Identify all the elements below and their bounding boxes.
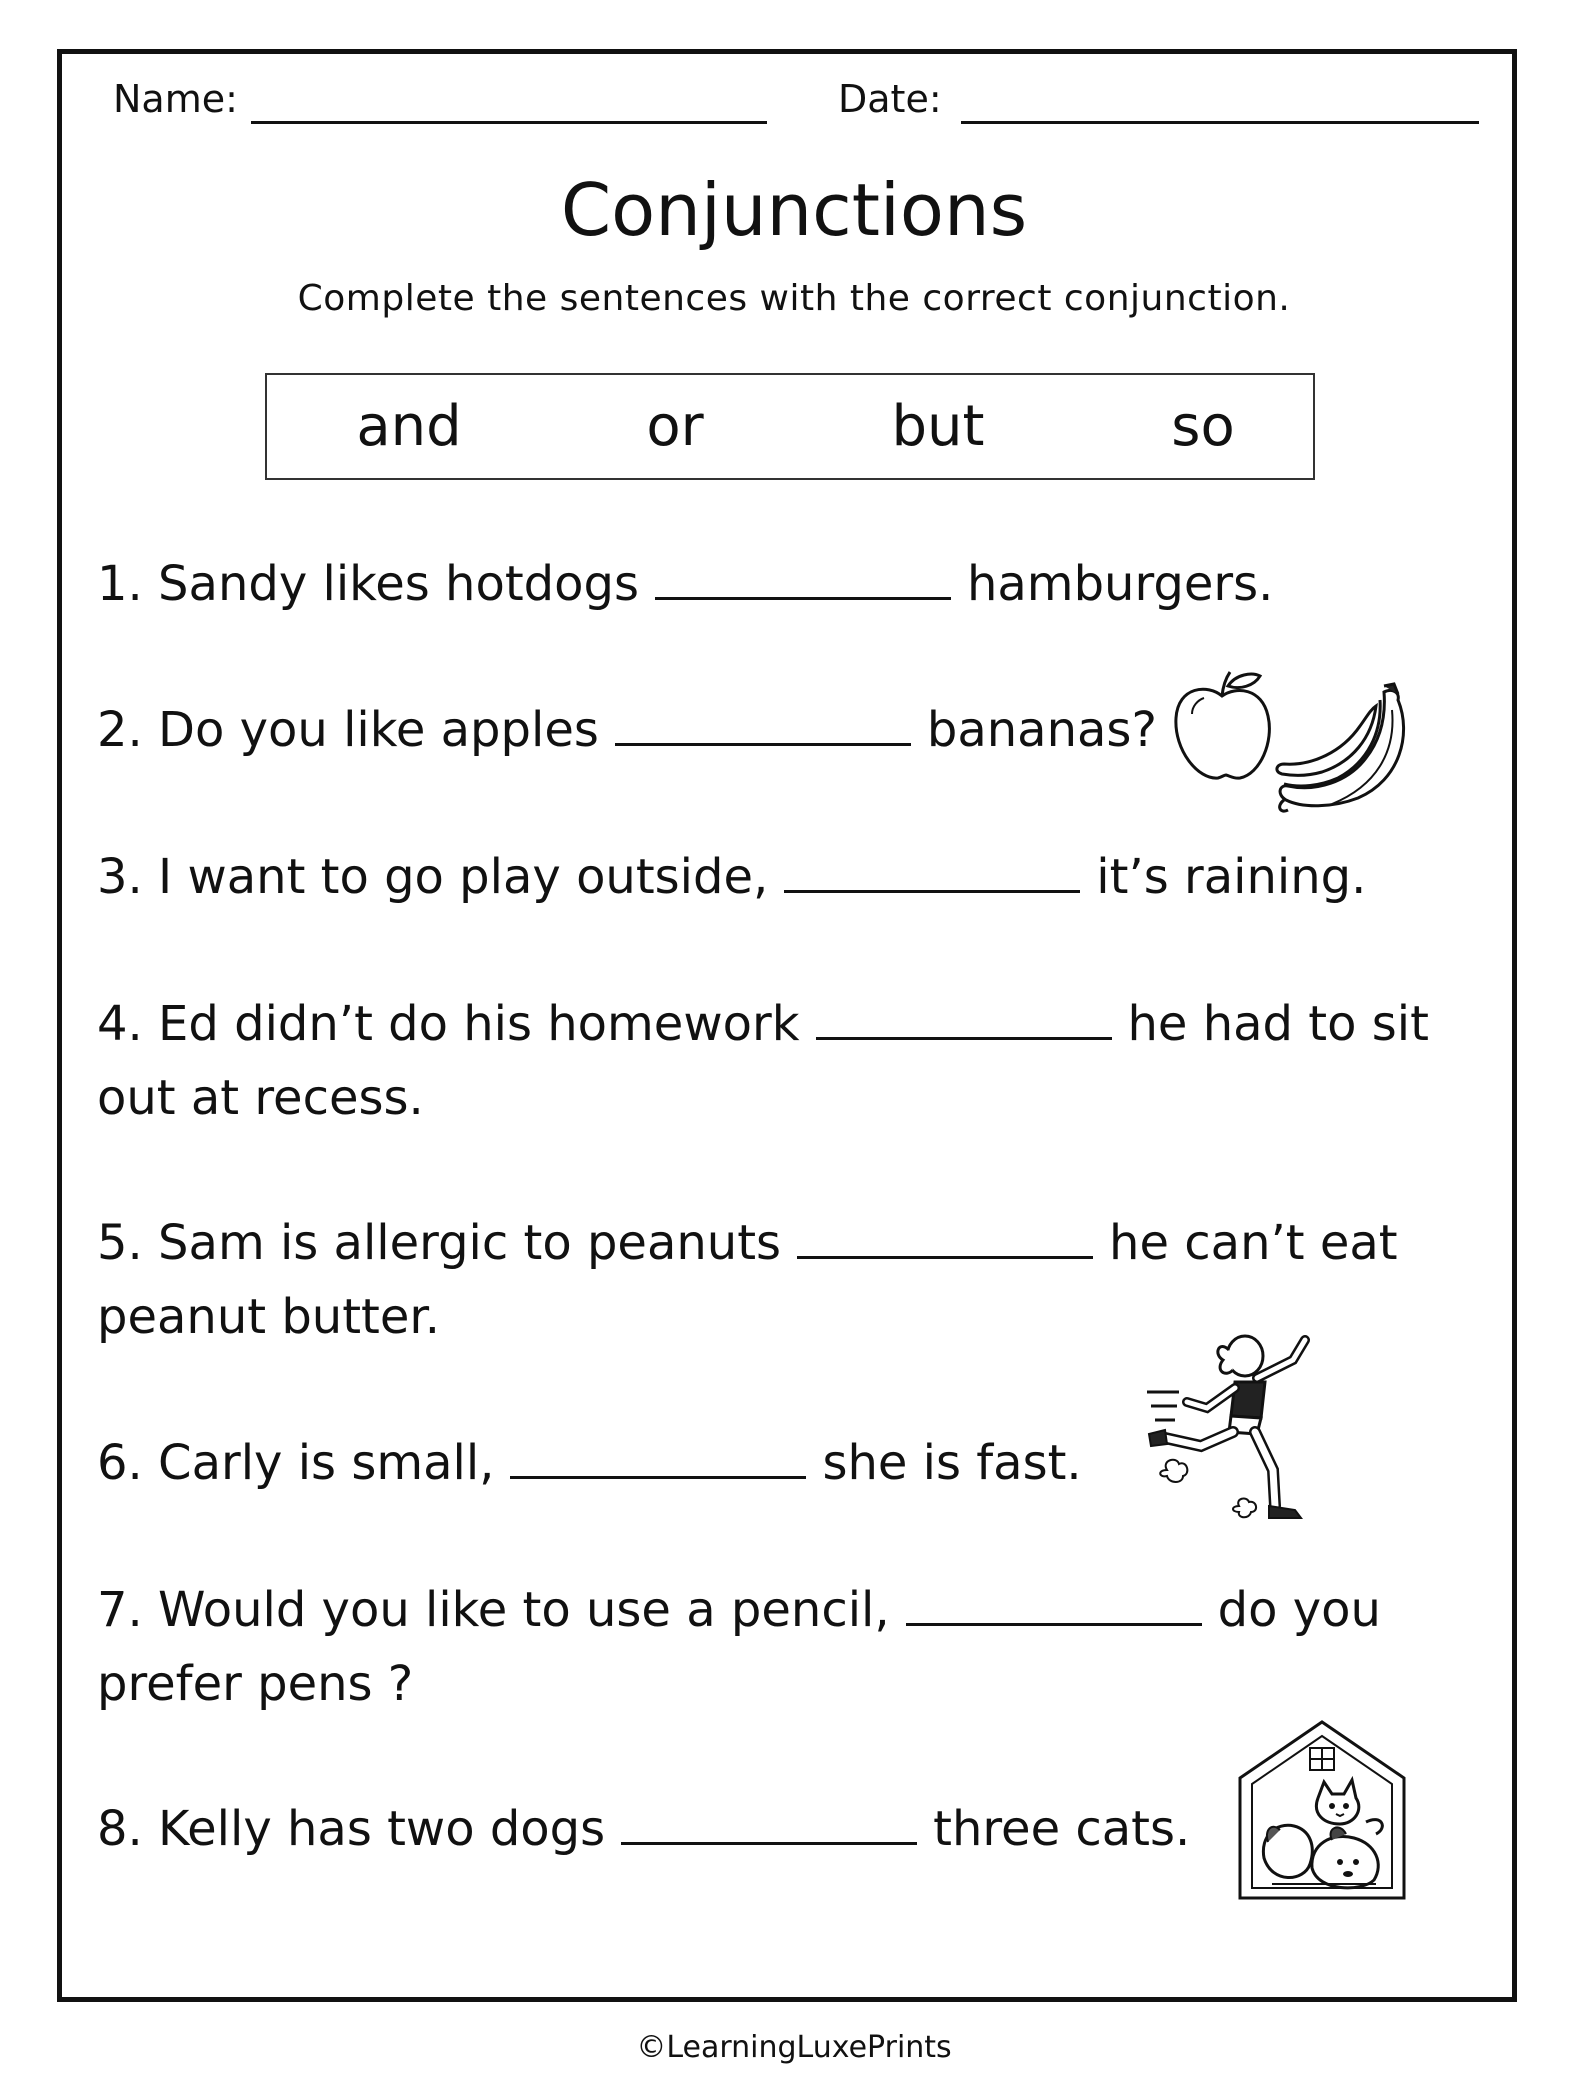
answer-blank (615, 743, 911, 746)
question-8 (97, 1792, 1190, 1866)
question-1 (97, 547, 1273, 621)
answer-blank (816, 1037, 1112, 1040)
question-text: peanut butter. (97, 1289, 440, 1345)
question-text: prefer pens ? (97, 1656, 414, 1712)
word-bank (265, 373, 1315, 480)
question-3 (97, 840, 1366, 914)
question-text: hamburgers. (966, 556, 1274, 612)
answer-blank (510, 1476, 806, 1479)
question-text: 5. Sam is allergic to peanuts (97, 1215, 782, 1271)
name-blank-line (251, 121, 767, 124)
question-text: 7. Would you like to use a pencil, (97, 1582, 890, 1638)
bananas-icon (1272, 682, 1418, 822)
worksheet-title: Conjunctions (560, 168, 1028, 252)
answer-blank (655, 597, 951, 600)
word-bank-item: or (646, 394, 704, 459)
running-girl-icon (1143, 1330, 1323, 1538)
apple-icon (1168, 668, 1276, 786)
pets-house-icon (1236, 1718, 1408, 1902)
question-text: 6. Carly is small, (97, 1435, 495, 1491)
question-text: do you (1217, 1582, 1381, 1638)
question-text: 3. I want to go play outside, (97, 849, 769, 905)
instructions: Complete the sentences with the correct conjunction. (297, 278, 1291, 319)
question-6 (97, 1426, 1082, 1500)
answer-blank (621, 1842, 917, 1845)
name-label: Name: (113, 77, 238, 121)
date-blank-line (961, 121, 1479, 124)
word-bank-item: and (356, 394, 462, 459)
name-field (113, 75, 238, 123)
question-text: it’s raining. (1096, 849, 1367, 905)
question-text: bananas? (926, 702, 1157, 758)
question-text: 1. Sandy likes hotdogs (97, 556, 639, 612)
answer-blank (797, 1256, 1093, 1259)
copyright-footer: ©LearningLuxePrints (636, 2030, 952, 2065)
answer-blank (784, 890, 1080, 893)
question-text: 8. Kelly has two dogs (97, 1801, 606, 1857)
word-bank-item: so (1171, 394, 1235, 459)
date-field (838, 75, 942, 123)
question-text: 2. Do you like apples (97, 702, 599, 758)
word-bank-item: but (891, 394, 985, 459)
answer-blank (906, 1623, 1202, 1626)
question-text: 4. Ed didn’t do his homework (97, 996, 800, 1052)
question-4 (97, 987, 1429, 1135)
question-text: he had to sit (1127, 996, 1429, 1052)
date-label: Date: (838, 77, 942, 121)
question-text: three cats. (933, 1801, 1191, 1857)
question-7 (97, 1573, 1381, 1721)
question-text: out at recess. (97, 1070, 424, 1126)
question-text: she is fast. (822, 1435, 1082, 1491)
question-text: he can’t eat (1109, 1215, 1398, 1271)
question-2 (97, 693, 1157, 767)
